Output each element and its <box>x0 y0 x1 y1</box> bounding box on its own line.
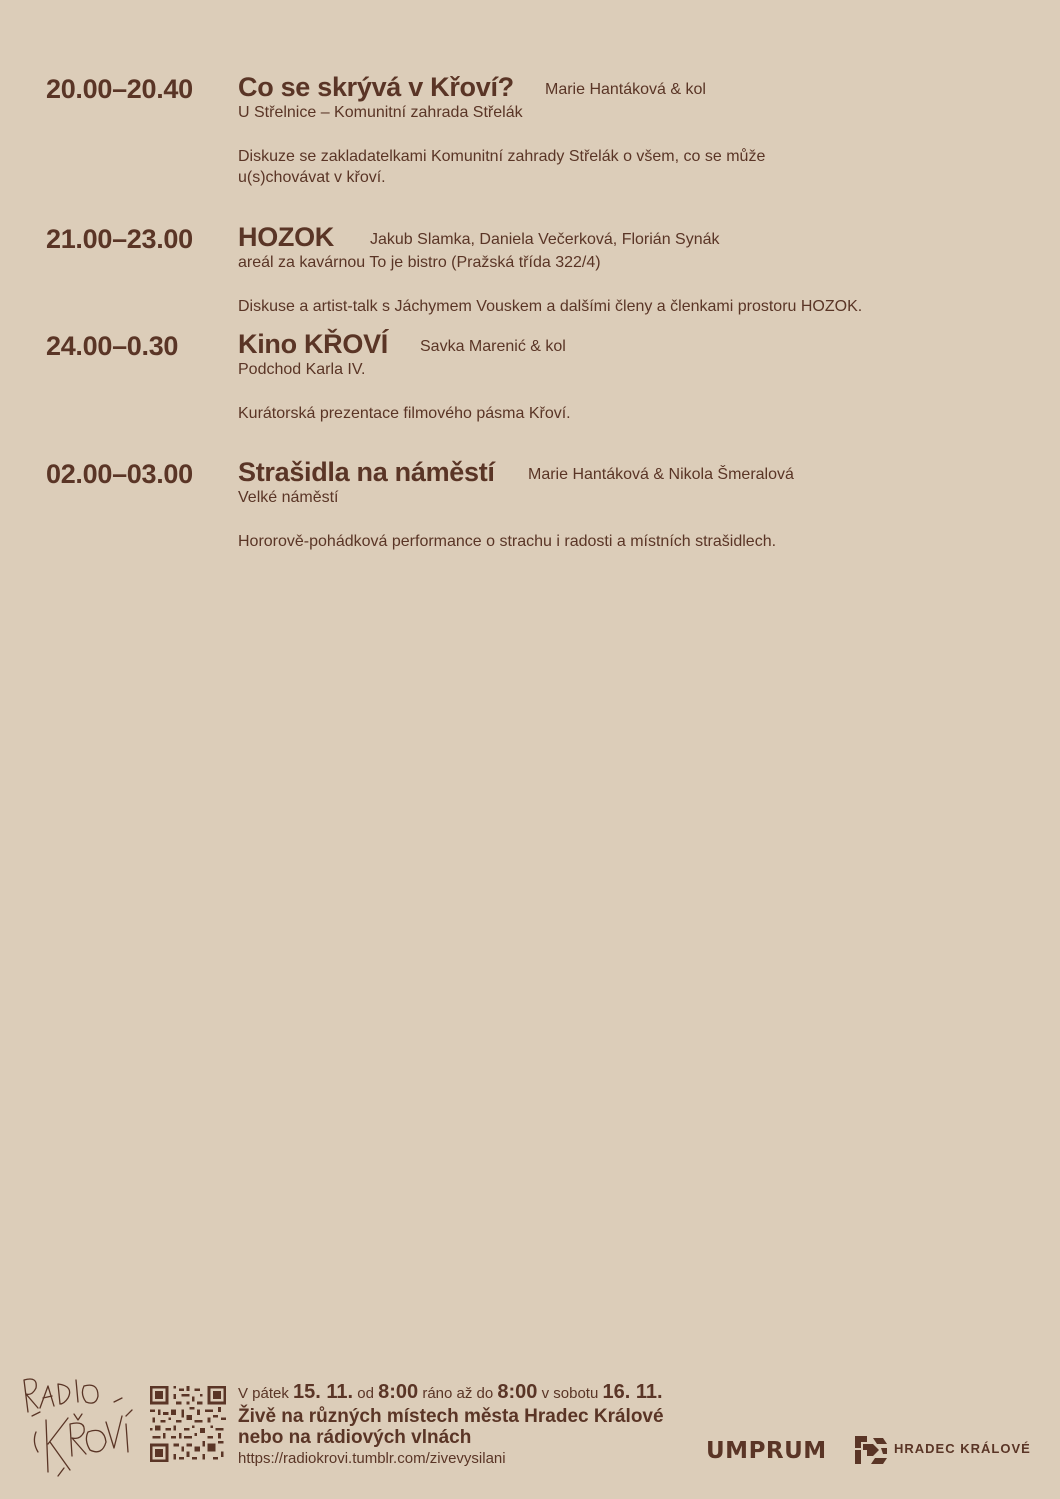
umprum-logo: UMPRUM <box>706 1438 827 1464</box>
date-text: od <box>353 1385 379 1402</box>
event-time: 02.00–03.00 <box>46 459 193 489</box>
qr-code-icon <box>150 1386 226 1462</box>
broadcast-line-1: Živě na různých místech města Hradec Králové <box>238 1406 664 1427</box>
start-date: 15. 11. <box>293 1381 354 1403</box>
hradec-kralove-logo-icon <box>853 1434 889 1466</box>
date-text: V pátek <box>238 1385 294 1402</box>
date-text: ráno až do <box>418 1385 498 1402</box>
event-place: areál za kavárnou To je bistro (Pražská třída 322/4) <box>238 254 601 271</box>
event-people: Savka Marenić & kol <box>420 338 566 355</box>
radio-krovi-logo-icon <box>18 1372 138 1482</box>
footer-info <box>238 1380 698 1470</box>
event-time: 21.00–23.00 <box>46 224 193 254</box>
event-people: Jakub Slamka, Daniela Večerková, Florián Synák <box>370 231 720 248</box>
date-text: v sobotu <box>537 1385 603 1402</box>
end-date: 16. 11. <box>602 1381 663 1403</box>
event-description: Hororově-pohádková performance o strachu i radosti a místních strašidlech. <box>238 533 777 550</box>
end-time: 8:00 <box>497 1381 538 1403</box>
hradec-kralove-label: HRADEC KRÁLOVÉ <box>894 1441 1031 1456</box>
broadcast-dates <box>238 1380 698 1406</box>
event-description: Kurátorská prezentace filmového pásma Křoví. <box>238 405 571 422</box>
event-title: Co se skrývá v Křoví? <box>238 72 514 102</box>
broadcast-line-2: nebo na rádiových vlnách <box>238 1427 472 1448</box>
event-place: U Střelnice – Komunitní zahrada Střelák <box>238 104 523 121</box>
event-title: Strašidla na náměstí <box>238 457 495 487</box>
event-time: 20.00–20.40 <box>46 74 193 104</box>
website-link[interactable]: https://radiokrovi.tumblr.com/zivevysilani <box>238 1450 506 1467</box>
event-people: Marie Hantáková & kol <box>545 81 706 98</box>
event-place: Velké náměstí <box>238 489 339 506</box>
event-title: HOZOK <box>238 222 334 252</box>
start-time: 8:00 <box>378 1381 419 1403</box>
event-time: 24.00–0.30 <box>46 331 179 361</box>
event-place: Podchod Karla IV. <box>238 361 366 378</box>
event-title: Kino KŘOVÍ <box>238 329 388 359</box>
event-description: Diskuze se zakladatelkami Komunitní zahrady Střelák o všem, co se může u(s)chovávat v křoví. <box>238 148 766 186</box>
event-people: Marie Hantáková & Nikola Šmeralová <box>528 466 794 483</box>
event-description: Diskuse a artist-talk s Jáchymem Vouskem a dalšími členy a členkami prostoru HOZOK. <box>238 298 863 315</box>
